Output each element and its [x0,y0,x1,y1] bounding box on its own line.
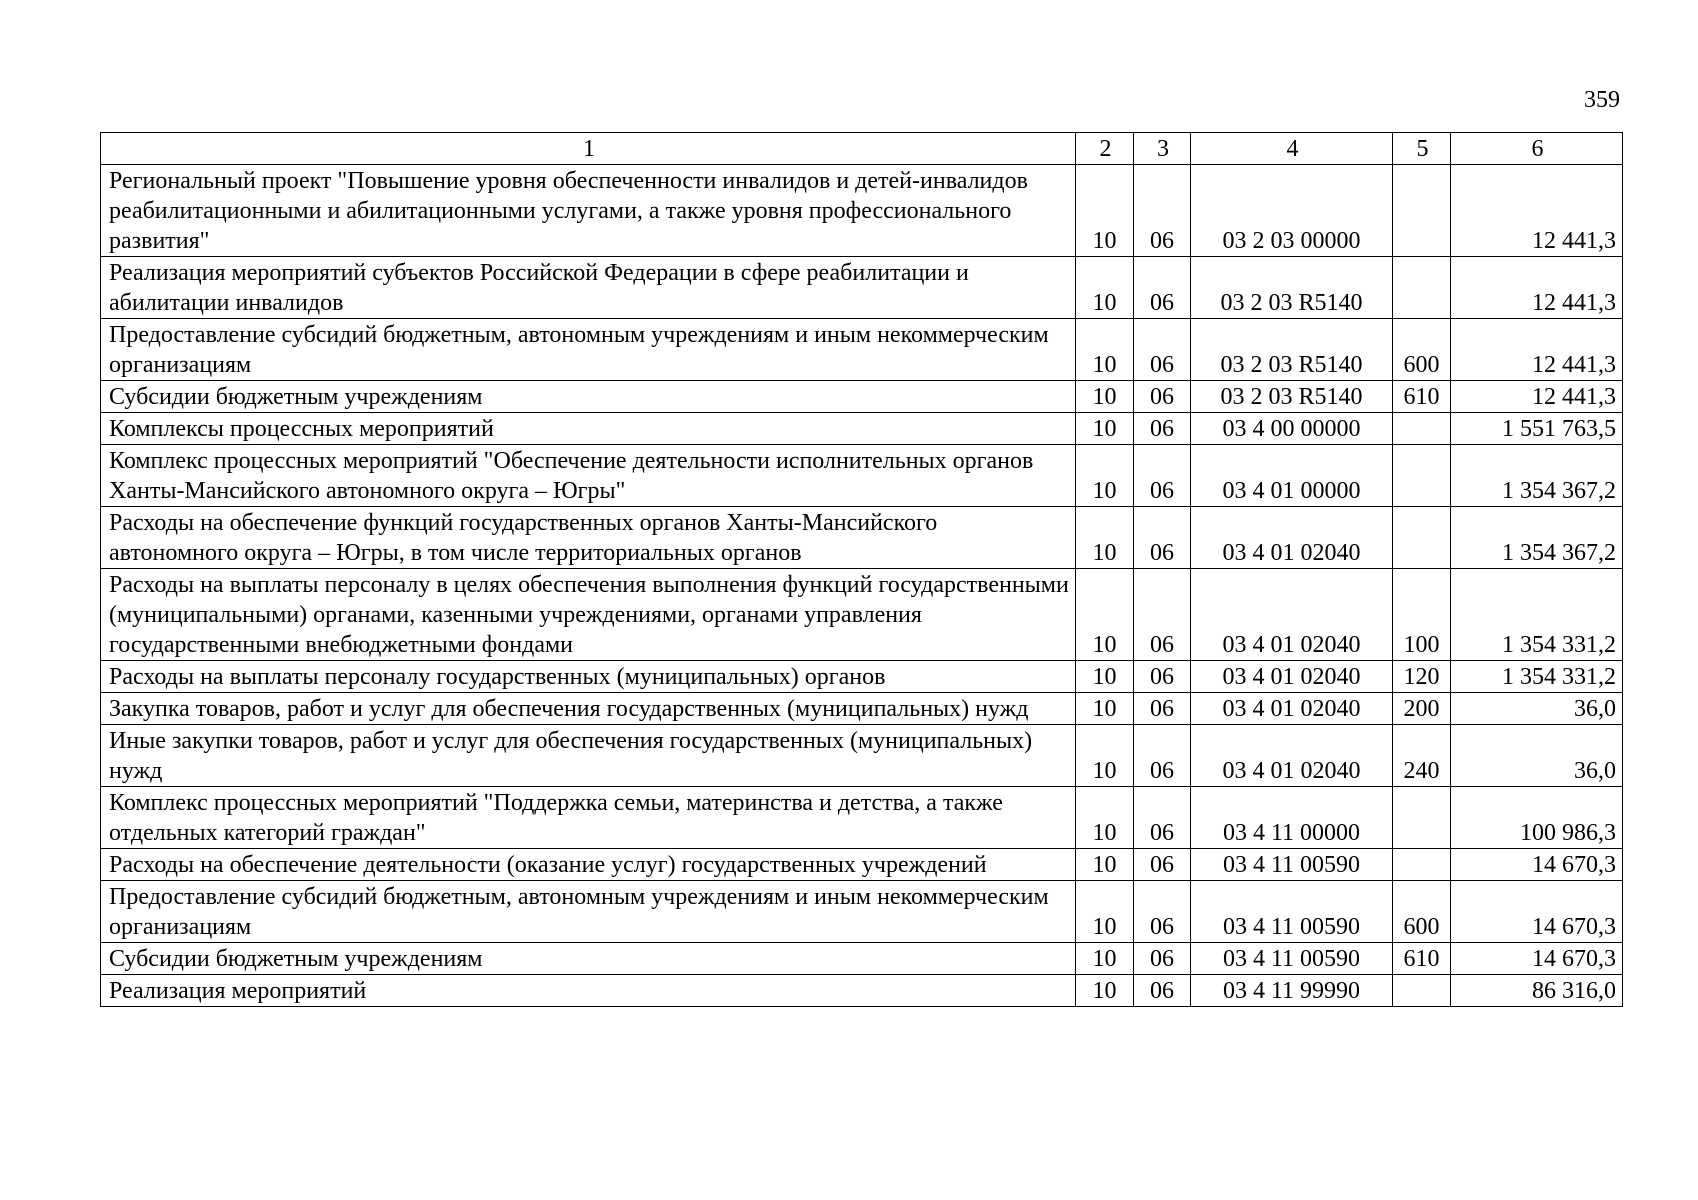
table-row [101,787,1623,849]
amount: 12 441,3 [1451,257,1623,319]
item-name: Расходы на выплаты персоналу государственных (муниципальных) органов [101,661,1076,693]
target-item-code: 03 4 01 02040 [1191,693,1393,725]
table-row [101,975,1623,1007]
section-code: 10 [1076,569,1134,661]
subsection-code: 06 [1134,693,1191,725]
item-name: Расходы на обеспечение функций государственных органов Ханты-Мансийского автономного округа – Югры, в том числе территориальных органов [101,507,1076,569]
item-name: Реализация мероприятий субъектов Российской Федерации в сфере реабилитации и абилитации инвалидов [101,257,1076,319]
section-code: 10 [1076,943,1134,975]
table-row [101,693,1623,725]
expense-type-code [1393,975,1451,1007]
amount: 100 986,3 [1451,787,1623,849]
subsection-code: 06 [1134,165,1191,257]
target-item-code: 03 2 03 R5140 [1191,381,1393,413]
amount: 1 551 763,5 [1451,413,1623,445]
column-header: 4 [1191,133,1393,165]
table-row [101,725,1623,787]
target-item-code: 03 4 01 02040 [1191,569,1393,661]
table-row [101,849,1623,881]
section-code: 10 [1076,507,1134,569]
amount: 1 354 367,2 [1451,507,1623,569]
expense-type-code: 610 [1393,381,1451,413]
amount: 36,0 [1451,725,1623,787]
section-code: 10 [1076,445,1134,507]
item-name: Закупка товаров, работ и услуг для обеспечения государственных (муниципальных) нужд [101,693,1076,725]
section-code: 10 [1076,381,1134,413]
budget-table [100,132,1623,1007]
page-number: 359 [1584,87,1620,113]
expense-type-code: 120 [1393,661,1451,693]
item-name: Предоставление субсидий бюджетным, автономным учреждениям и иным некоммерческим организациям [101,319,1076,381]
item-name: Субсидии бюджетным учреждениям [101,943,1076,975]
amount: 12 441,3 [1451,381,1623,413]
subsection-code: 06 [1134,257,1191,319]
expense-type-code [1393,445,1451,507]
amount: 36,0 [1451,693,1623,725]
amount: 12 441,3 [1451,165,1623,257]
subsection-code: 06 [1134,319,1191,381]
subsection-code: 06 [1134,413,1191,445]
table-row [101,257,1623,319]
target-item-code: 03 2 03 00000 [1191,165,1393,257]
subsection-code: 06 [1134,975,1191,1007]
expense-type-code [1393,507,1451,569]
amount: 14 670,3 [1451,881,1623,943]
item-name: Предоставление субсидий бюджетным, автономным учреждениям и иным некоммерческим организациям [101,881,1076,943]
item-name: Расходы на обеспечение деятельности (оказание услуг) государственных учреждений [101,849,1076,881]
section-code: 10 [1076,725,1134,787]
expense-type-code [1393,165,1451,257]
target-item-code: 03 4 11 00590 [1191,943,1393,975]
target-item-code: 03 4 01 02040 [1191,725,1393,787]
table-row [101,445,1623,507]
column-header: 6 [1451,133,1623,165]
table-row [101,413,1623,445]
expense-type-code: 600 [1393,881,1451,943]
item-name: Реализация мероприятий [101,975,1076,1007]
column-header: 1 [101,133,1076,165]
table-header-row [101,133,1623,165]
target-item-code: 03 4 01 00000 [1191,445,1393,507]
expense-type-code: 200 [1393,693,1451,725]
section-code: 10 [1076,413,1134,445]
item-name: Комплекс процессных мероприятий "Поддержка семьи, материнства и детства, а также отдельных категорий граждан" [101,787,1076,849]
table-row [101,661,1623,693]
section-code: 10 [1076,661,1134,693]
expense-type-code [1393,787,1451,849]
item-name: Региональный проект "Повышение уровня обеспеченности инвалидов и детей-инвалидов реабилитационными и абилитационными услугами, а также уровня профессионального развития" [101,165,1076,257]
target-item-code: 03 4 11 00000 [1191,787,1393,849]
target-item-code: 03 4 11 00590 [1191,881,1393,943]
subsection-code: 06 [1134,445,1191,507]
subsection-code: 06 [1134,849,1191,881]
amount: 14 670,3 [1451,943,1623,975]
item-name: Иные закупки товаров, работ и услуг для обеспечения государственных (муниципальных) нужд [101,725,1076,787]
section-code: 10 [1076,319,1134,381]
target-item-code: 03 4 01 02040 [1191,661,1393,693]
subsection-code: 06 [1134,661,1191,693]
subsection-code: 06 [1134,507,1191,569]
section-code: 10 [1076,693,1134,725]
table-row [101,381,1623,413]
table-row [101,319,1623,381]
section-code: 10 [1076,881,1134,943]
target-item-code: 03 2 03 R5140 [1191,319,1393,381]
expense-type-code: 240 [1393,725,1451,787]
expense-type-code [1393,413,1451,445]
table-row [101,569,1623,661]
amount: 1 354 331,2 [1451,569,1623,661]
section-code: 10 [1076,787,1134,849]
section-code: 10 [1076,849,1134,881]
table-row [101,165,1623,257]
amount: 1 354 367,2 [1451,445,1623,507]
table-row [101,881,1623,943]
expense-type-code [1393,257,1451,319]
table-row [101,943,1623,975]
expense-type-code: 100 [1393,569,1451,661]
column-header: 3 [1134,133,1191,165]
amount: 86 316,0 [1451,975,1623,1007]
subsection-code: 06 [1134,787,1191,849]
expense-type-code: 600 [1393,319,1451,381]
section-code: 10 [1076,165,1134,257]
column-header: 5 [1393,133,1451,165]
target-item-code: 03 4 11 00590 [1191,849,1393,881]
expense-type-code: 610 [1393,943,1451,975]
subsection-code: 06 [1134,569,1191,661]
table-row [101,507,1623,569]
subsection-code: 06 [1134,881,1191,943]
item-name: Субсидии бюджетным учреждениям [101,381,1076,413]
target-item-code: 03 2 03 R5140 [1191,257,1393,319]
section-code: 10 [1076,975,1134,1007]
amount: 12 441,3 [1451,319,1623,381]
target-item-code: 03 4 00 00000 [1191,413,1393,445]
column-header: 2 [1076,133,1134,165]
target-item-code: 03 4 11 99990 [1191,975,1393,1007]
expense-type-code [1393,849,1451,881]
subsection-code: 06 [1134,725,1191,787]
amount: 1 354 331,2 [1451,661,1623,693]
item-name: Расходы на выплаты персоналу в целях обеспечения выполнения функций государственными (муниципальными) органами, казенными учреждениями, органами управления государственными внебюджетными фондами [101,569,1076,661]
target-item-code: 03 4 01 02040 [1191,507,1393,569]
subsection-code: 06 [1134,943,1191,975]
item-name: Комплекс процессных мероприятий "Обеспечение деятельности исполнительных органов Ханты-Мансийского автономного округа – Югры" [101,445,1076,507]
section-code: 10 [1076,257,1134,319]
amount: 14 670,3 [1451,849,1623,881]
subsection-code: 06 [1134,381,1191,413]
item-name: Комплексы процессных мероприятий [101,413,1076,445]
